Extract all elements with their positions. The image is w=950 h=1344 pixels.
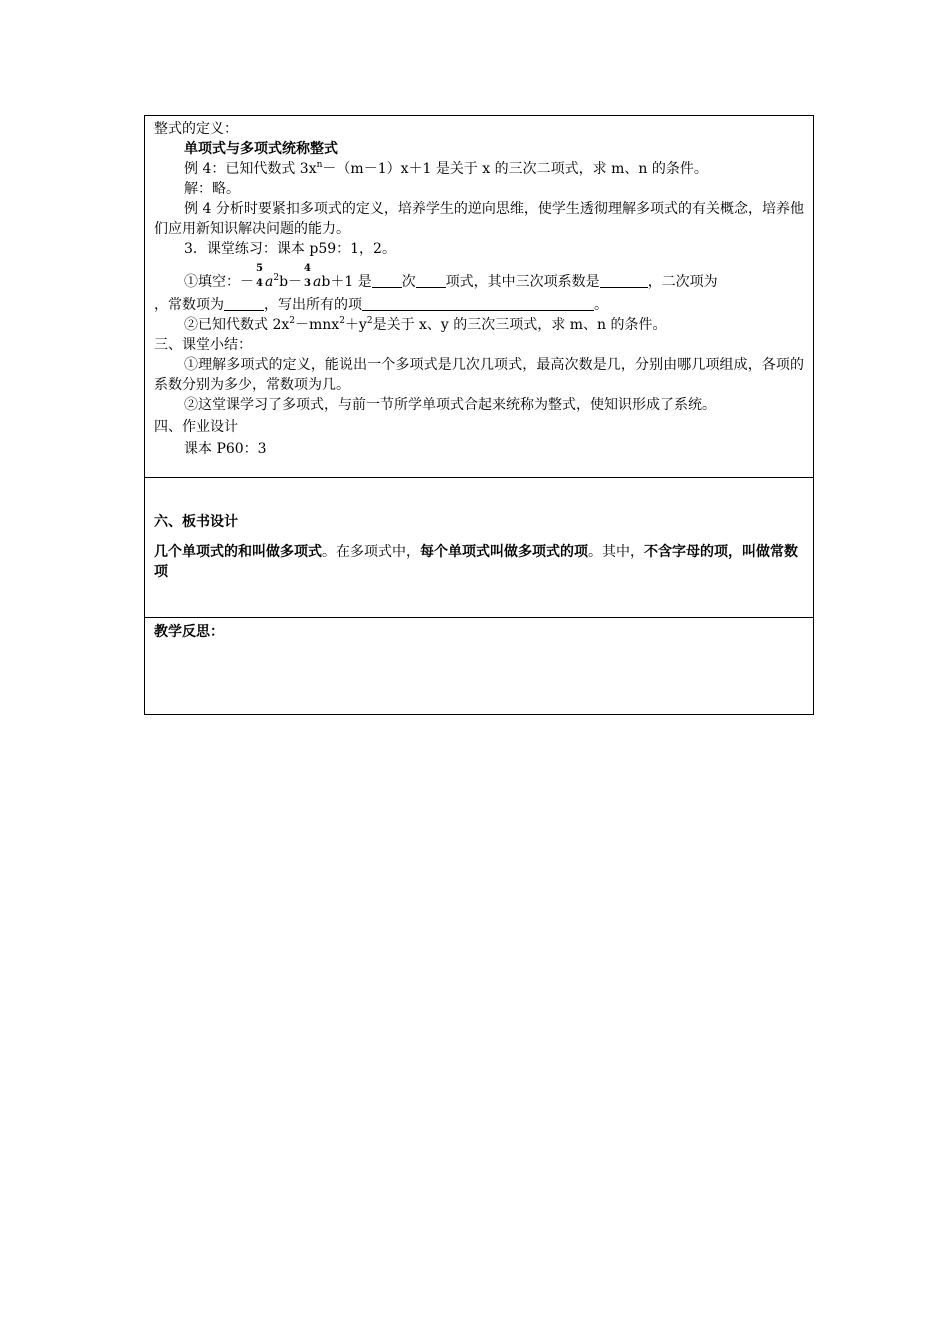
homework-item: 课本 P60：3	[184, 441, 267, 457]
board-design-title: 六、板书设计	[154, 514, 238, 530]
class-exercise: 3．课堂练习：课本 p59：1，2。	[184, 241, 396, 257]
summary-point-2: ②这堂课学习了多项式，与前一节所学单项式合起来统称为整式，使知识形成了系统。	[184, 397, 716, 413]
blank-cubic-coefficient[interactable]	[600, 273, 648, 288]
blank-term-count[interactable]	[416, 273, 446, 288]
fill-in-question: ①填空：－ 5 4 $a^2b-$ 4 3 ab＋1 是 次 项式，其中三次项系数是 ，二次项为	[184, 263, 718, 290]
blank-degree[interactable]	[372, 273, 402, 288]
example-4: 例 4：已知代数式 $3x^n-(m-1)x+1$ 是关于 x 的三次二项式，求 m、n 的条件。	[184, 160, 708, 177]
example-analysis: 例 4 分析时要紧扣多项式的定义，培养学生的逆向思维，使学生透彻理解多项式的有关概念，培养他们应用新知识解决问题的能力。	[154, 201, 804, 237]
reflection-title: 教学反思：	[154, 624, 224, 640]
summary-heading: 三、课堂小结：	[154, 337, 252, 353]
summary-point-1: ①理解多项式的定义，能说出一个多项式是几次几项式，最高次数是几，分别由哪几项组成，各项的系数分别为多少，常数项为几。	[154, 357, 804, 393]
blank-all-terms[interactable]	[362, 296, 594, 311]
reflection-cell	[145, 618, 813, 714]
lesson-plan-table	[144, 115, 814, 715]
blank-constant-term[interactable]	[224, 296, 264, 311]
fraction-4-3: 4 3	[304, 263, 311, 289]
solution-line: 解：略。	[184, 181, 240, 197]
board-design-content: 几个单项式的和叫做多项式。在多项式中，每个单项式叫做多项式的项。其中，不含字母的项，叫做常数项	[154, 544, 798, 580]
board-design-cell	[145, 478, 813, 618]
definition-heading: 整式的定义：	[154, 121, 238, 137]
homework-heading: 四、作业设计	[154, 419, 238, 435]
integral-expression-definition: 单项式与多项式统称整式	[184, 141, 338, 157]
fraction-5-4: 5 4	[256, 263, 263, 289]
fill-in-question-cont: ，常数项为 ，写出所有的项 。	[154, 297, 608, 313]
question-2: ②已知代数式 $2x^2-mnx^2+y^2$是关于 x、y 的三次三项式，求 m、n 的条件。	[184, 316, 667, 333]
lesson-content-cell	[145, 116, 813, 478]
